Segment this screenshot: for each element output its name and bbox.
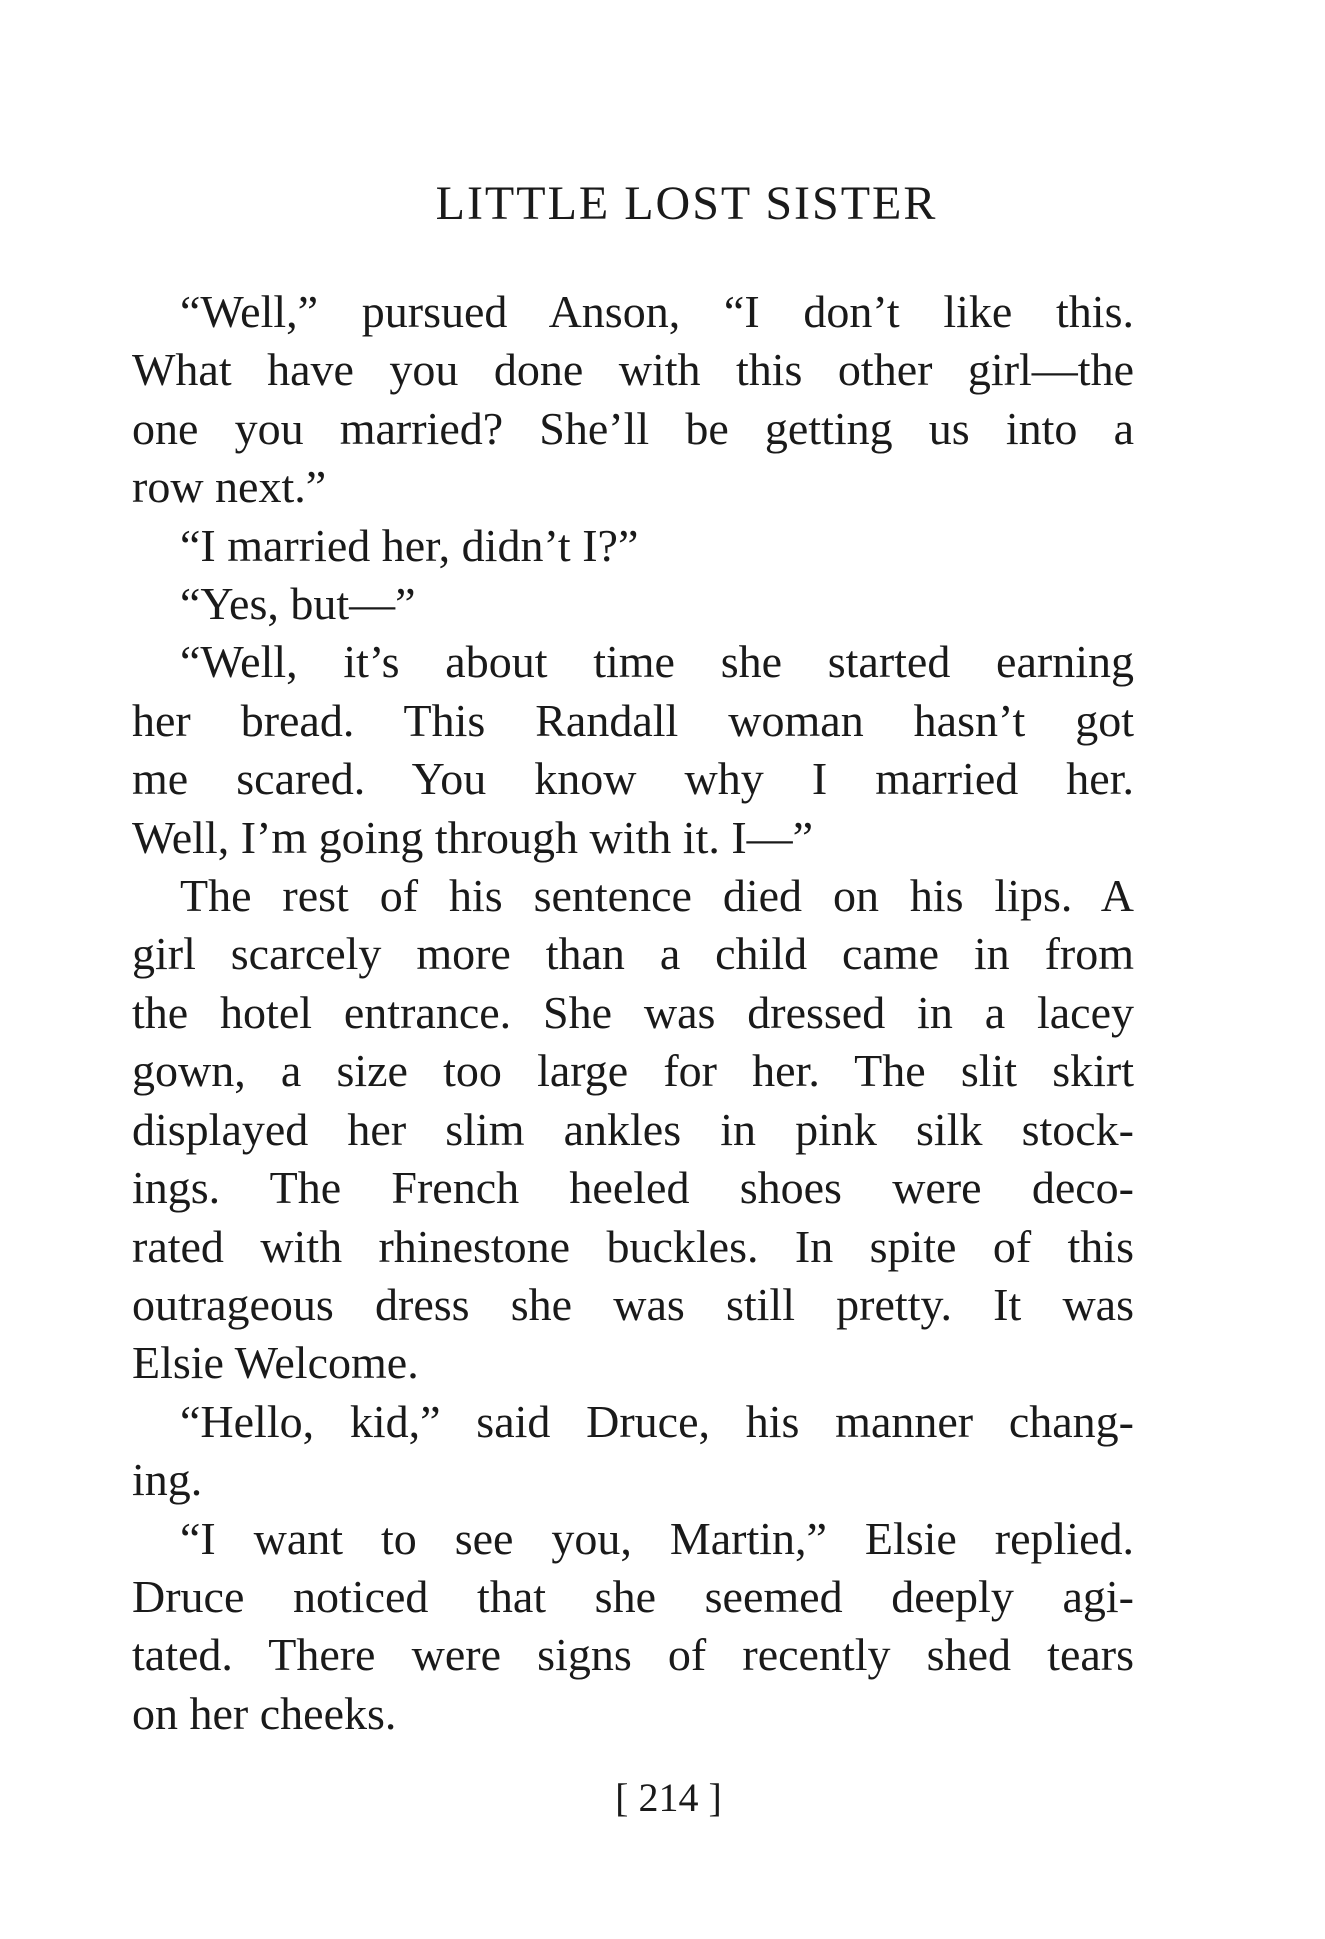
text-line: “Well, it’s about time she started earning — [180, 636, 1134, 688]
paragraph — [132, 1510, 1134, 1744]
running-head: LITTLE LOST SISTER — [435, 177, 938, 230]
text-line: The rest of his sentence died on his lips. A — [180, 870, 1134, 922]
page-number: [ 214 ] — [615, 1775, 722, 1820]
text-line: What have you done with this other girl—the — [132, 344, 1134, 396]
body-text — [132, 283, 1134, 1743]
text-line: outrageous dress she was still pretty. It was — [132, 1278, 1134, 1330]
text-line: displayed her slim ankles in pink silk stock- — [132, 1103, 1134, 1155]
text-line: ing. — [132, 1454, 203, 1506]
paragraph — [132, 633, 1134, 867]
text-line: “Well,” pursued Anson, “I don’t like this. — [180, 286, 1134, 337]
text-line: rated with rhinestone buckles. In spite of this — [132, 1220, 1134, 1272]
text-line: on her cheeks. — [132, 1687, 397, 1739]
text-line: Elsie Welcome. — [132, 1337, 419, 1389]
text-line: girl scarcely more than a child came in from — [132, 928, 1134, 980]
text-line: Well, I’m going through with it. I—” — [132, 811, 814, 863]
paragraph — [132, 283, 1134, 517]
text-line: one you married? She’ll be getting us into a — [132, 402, 1134, 454]
text-line: “Hello, kid,” said Druce, his manner chang- — [180, 1395, 1134, 1447]
paragraph — [132, 867, 1134, 1393]
text-line: row next.” — [132, 461, 327, 513]
text-line: gown, a size too large for her. The slit skirt — [132, 1045, 1134, 1097]
text-line: tated. There were signs of recently shed tears — [132, 1629, 1134, 1681]
text-line: “I want to see you, Martin,” Elsie replied. — [180, 1512, 1134, 1564]
text-line: me scared. You know why I married her. — [132, 753, 1134, 805]
text-line: her bread. This Randall woman hasn’t got — [132, 694, 1134, 746]
text-line: the hotel entrance. She was dressed in a lacey — [132, 986, 1134, 1038]
paragraph — [132, 575, 1134, 633]
paragraph — [132, 1393, 1134, 1510]
paragraph — [132, 517, 1134, 575]
text-line: “I married her, didn’t I?” — [180, 519, 639, 571]
text-line: Druce noticed that she seemed deeply agi- — [132, 1570, 1134, 1622]
text-line: “Yes, but—” — [180, 578, 416, 630]
text-line: ings. The French heeled shoes were deco- — [132, 1162, 1134, 1214]
